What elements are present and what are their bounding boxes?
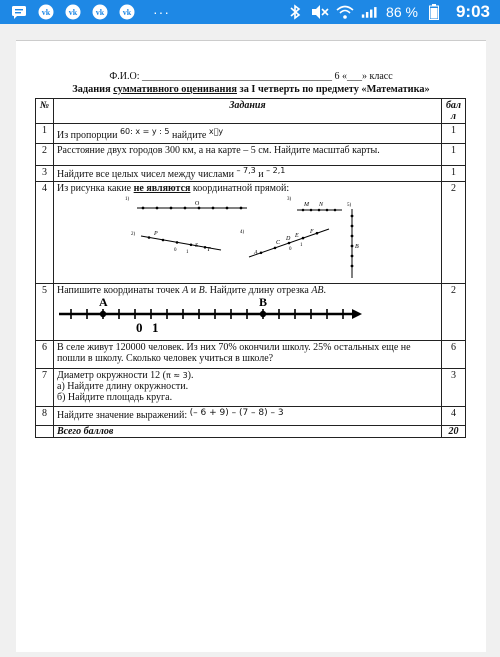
number-line-ab xyxy=(57,296,367,336)
number-lines-figure xyxy=(57,194,427,278)
table-row: 7 Диаметр окружности 12 (π ≈ 3). а) Найдите длину окружности. б) Найдите площадь круга. 3 xyxy=(36,369,466,407)
svg-text:0: 0 xyxy=(174,248,177,253)
svg-text:3): 3) xyxy=(287,197,292,202)
svg-text:E: E xyxy=(295,233,299,239)
svg-text:4): 4) xyxy=(240,230,245,235)
svg-text:D: D xyxy=(286,236,291,242)
vk-icon xyxy=(91,4,109,20)
svg-text:A: A xyxy=(254,250,258,256)
svg-text:A: A xyxy=(99,296,108,309)
svg-text:vk: vk xyxy=(122,8,132,17)
svg-text:0: 0 xyxy=(136,320,143,335)
svg-text:1: 1 xyxy=(152,320,159,335)
svg-text:T: T xyxy=(207,247,211,253)
svg-text:vk: vk xyxy=(41,8,51,17)
page-title: Задания суммативного оценивания за I четверть по предмету «Математика» xyxy=(72,84,430,95)
vk-icon xyxy=(118,4,136,20)
svg-text:M: M xyxy=(304,202,309,208)
col-task: Задания xyxy=(54,99,442,124)
battery-icon xyxy=(425,4,443,20)
svg-text:O: O xyxy=(195,201,200,207)
clock: 9:03 xyxy=(455,2,490,21)
table-row: 5 Напишите координаты точек А и В. Найдите длину отрезка АВ. A B 0 1 2 xyxy=(36,284,466,341)
table-row: 6 В селе живут 120000 человек. Из них 70% окончили школу. 25% остальных еще не пошли в школу. Сколько человек учиться в школе? 6 xyxy=(36,341,466,369)
svg-text:2): 2) xyxy=(131,232,136,237)
svg-text:S: S xyxy=(195,243,198,249)
svg-text:vk: vk xyxy=(68,8,78,17)
col-num: № xyxy=(36,99,54,124)
svg-text:C: C xyxy=(276,240,281,246)
message-icon xyxy=(10,4,28,20)
bluetooth-icon xyxy=(286,4,304,20)
table-row: 2 Расстояние двух городов 300 км, а на карте – 5 см. Найдите масштаб карты. 1 xyxy=(36,144,466,166)
svg-text:1: 1 xyxy=(186,250,189,255)
mute-icon xyxy=(311,4,329,20)
table-row: 8 Найдите значение выражений: (– 6 + 9) – (7 – 8) – 3 4 xyxy=(36,407,466,426)
table-row: 3 Найдите все целых чисел между числами $^{- 7,3}$ и $^{- 2,1}$ 1 xyxy=(36,166,466,182)
svg-text:B: B xyxy=(259,296,268,309)
vk-icon xyxy=(64,4,82,20)
svg-text:B: B xyxy=(355,244,359,250)
status-bar xyxy=(0,0,500,24)
svg-text:vk: vk xyxy=(95,8,105,17)
table-row: 4 Из рисунка какие не являются координатной прямой: 1) O 3) M N 5) B 2) P 0 1 S T 4) A C D E F 0 1 2 xyxy=(36,182,466,284)
table-row: 1 Из пропорции $^{60: x = y : 5}$ найдите $^{x⃞y}$ 1 xyxy=(36,124,466,144)
table-header xyxy=(36,99,466,124)
wifi-icon xyxy=(336,4,354,20)
svg-text:1): 1) xyxy=(125,197,130,202)
signal-icon xyxy=(361,4,379,20)
col-points: балл xyxy=(442,99,466,124)
vk-icon xyxy=(37,4,55,20)
svg-text:1: 1 xyxy=(300,243,303,248)
document-page xyxy=(16,40,486,652)
svg-text:5): 5) xyxy=(347,203,352,208)
svg-text:P: P xyxy=(154,231,158,237)
battery-percent: 86 % xyxy=(386,4,418,20)
svg-text:0: 0 xyxy=(289,247,292,252)
tasks-table xyxy=(35,98,466,438)
more-notifications: ··· xyxy=(153,4,170,20)
svg-text:F: F xyxy=(310,229,314,235)
student-info-line: Ф.И.О: ______________________________________ 6 «___» класс xyxy=(109,71,393,82)
total-row: Всего баллов 20 xyxy=(36,426,466,438)
svg-text:N: N xyxy=(319,202,324,208)
